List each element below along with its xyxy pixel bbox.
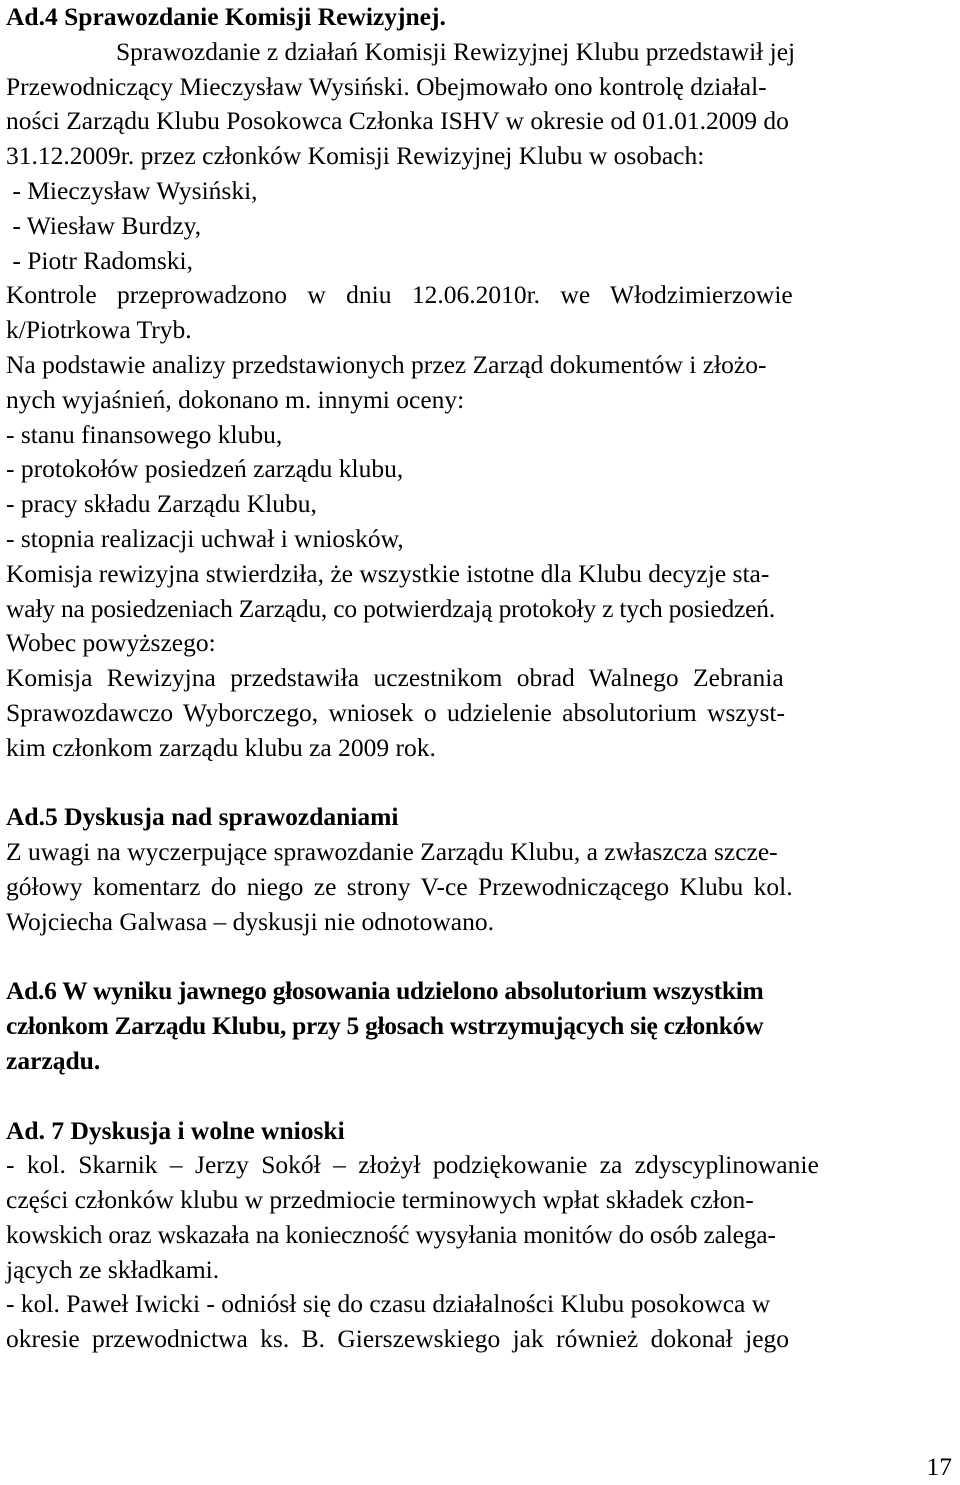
paragraph-line: gółowy komentarz do niego ze strony V-ce Przewodniczącego Klubu kol. <box>6 871 793 901</box>
list-item: - Wiesław Burdzy, <box>6 210 202 240</box>
paragraph-line: Komisja rewizyjna stwierdziła, że wszystkie istotne dla Klubu decyzje sta- <box>6 558 770 588</box>
page-number: 17 <box>926 1452 952 1481</box>
paragraph-line: - kol. Paweł Iwicki - odniósł się do czasu działalności Klubu posokowca w <box>6 1289 771 1319</box>
section-heading-ad6: Ad.6 W wyniku jawnego głosowania udzielono absolutorium wszystkim <box>6 976 764 1006</box>
paragraph-line: członkom Zarządu Klubu, przy 5 głosach wstrzymujących się członków <box>6 1011 764 1041</box>
paragraph-line: Na podstawie analizy przedstawionych przez Zarząd dokumentów i złożo- <box>6 349 767 379</box>
list-item: - Piotr Radomski, <box>6 245 194 275</box>
paragraph-line: nych wyjaśnień, dokonano m. innymi oceny: <box>6 384 465 414</box>
list-item: - Mieczysław Wysiński, <box>6 175 258 205</box>
paragraph-line: Z uwagi na wyczerpujące sprawozdanie Zarządu Klubu, a zwłaszcza szcze- <box>6 837 778 867</box>
document-page <box>6 0 956 1357</box>
paragraph-line: Kontrole przeprowadzono w dniu 12.06.2010r. we Włodzimierzowie <box>6 280 793 310</box>
paragraph-line: Sprawozdanie z działań Komisji Rewizyjnej Klubu przedstawił jej <box>116 36 796 66</box>
list-item: - protokołów posiedzeń zarządu klubu, <box>6 454 404 484</box>
list-item: - stopnia realizacji uchwał i wniosków, <box>6 523 404 553</box>
paragraph-line: części członków klubu w przedmiocie terminowych wpłat składek człon- <box>6 1185 754 1215</box>
section-heading-ad4: Ad.4 Sprawozdanie Komisji Rewizyjnej. <box>6 2 446 31</box>
paragraph-line: okresie przewodnictwa ks. B. Gierszewskiego jak również dokonał jego <box>6 1324 790 1354</box>
paragraph-line: jących ze składkami. <box>6 1254 220 1284</box>
spacer <box>6 1079 956 1114</box>
paragraph-line: Wobec powyższego: <box>6 628 216 658</box>
list-item: - pracy składu Zarządu Klubu, <box>6 489 317 519</box>
paragraph-line: k/Piotrkowa Tryb. <box>6 315 192 345</box>
paragraph-line: wały na posiedzeniach Zarządu, co potwierdzają protokoły z tych posiedzeń. <box>6 593 776 623</box>
paragraph-line: kowskich oraz wskazała na konieczność wysyłania monitów do osób zalega- <box>6 1219 776 1249</box>
paragraph-line: - kol. Skarnik – Jerzy Sokół – złożył podziękowanie za zdyscyplinowanie <box>6 1150 819 1180</box>
section-heading-ad5: Ad.5 Dyskusja nad sprawozdaniami <box>6 802 399 832</box>
spacer <box>6 940 956 975</box>
paragraph-line: 31.12.2009r. przez członków Komisji Rewizyjnej Klubu w osobach: <box>6 141 705 171</box>
list-item: - stanu finansowego klubu, <box>6 419 283 449</box>
paragraph-line: ności Zarządu Klubu Posokowca Członka ISHV w okresie od 01.01.2009 do <box>6 106 789 136</box>
paragraph-line: Przewodniczący Mieczysław Wysiński. Obejmowało ono kontrolę działal- <box>6 71 767 101</box>
paragraph-line: Komisja Rewizyjna przedstawiła uczestnikom obrad Walnego Zebrania <box>6 663 784 693</box>
section-heading-ad7: Ad. 7 Dyskusja i wolne wnioski <box>6 1115 345 1145</box>
paragraph-line: Sprawozdawczo Wyborczego, wniosek o udzielenie absolutorium wszyst- <box>6 697 785 727</box>
spacer <box>6 766 956 801</box>
paragraph-line: kim członkom zarządu klubu za 2009 rok. <box>6 732 436 762</box>
paragraph-line: Wojciecha Galwasa – dyskusji nie odnotowano. <box>6 906 494 936</box>
paragraph-line: zarządu. <box>6 1045 101 1075</box>
